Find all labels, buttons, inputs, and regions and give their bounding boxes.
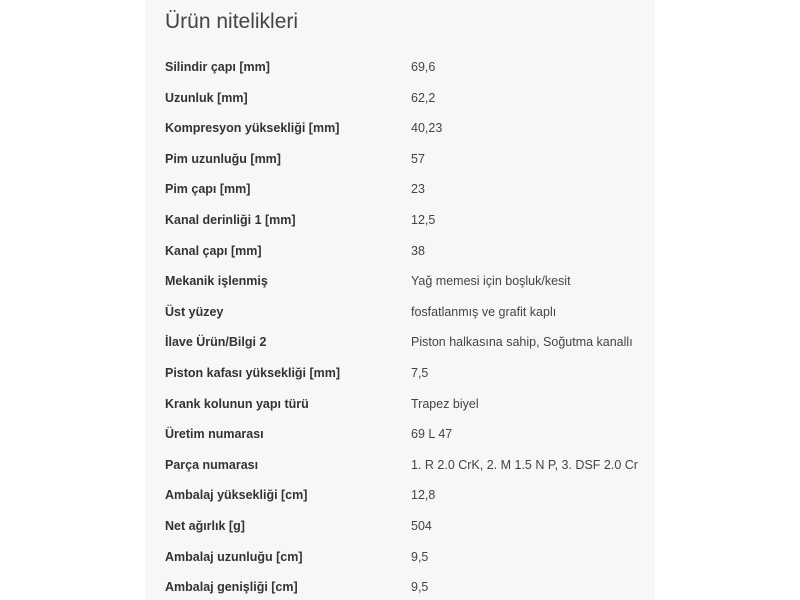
- attribute-row: [145, 419, 655, 450]
- attribute-row: [145, 52, 655, 83]
- attribute-row: [145, 113, 655, 144]
- attribute-name: Kanal çapı [mm]: [165, 243, 262, 258]
- attribute-value: Piston halkasına sahip, Soğutma kanallı: [411, 335, 633, 350]
- attribute-name: Uzunluk [mm]: [165, 90, 248, 105]
- attribute-name: Pim çapı [mm]: [165, 182, 251, 197]
- attribute-row: [145, 174, 655, 205]
- attribute-name: Ambalaj yüksekliği [cm]: [165, 488, 308, 503]
- attribute-row: [145, 297, 655, 328]
- attribute-value: 62,2: [411, 90, 436, 105]
- attribute-list: [145, 52, 655, 600]
- attribute-name: Pim uzunluğu [mm]: [165, 151, 281, 166]
- attribute-name: Silindir çapı [mm]: [165, 60, 270, 74]
- attribute-value: 57: [411, 151, 425, 166]
- attribute-name: Kanal derinliği 1 [mm]: [165, 212, 296, 227]
- product-attributes-panel: [145, 0, 655, 600]
- attribute-name: İlave Ürün/Bilgi 2: [165, 335, 267, 350]
- section-title: Ürün nitelikleri: [165, 10, 299, 33]
- attribute-value: 12,5: [411, 212, 436, 227]
- attribute-row: [145, 389, 655, 420]
- attribute-row: [145, 327, 655, 358]
- attribute-value: 9,5: [411, 580, 429, 595]
- attribute-value: Yağ memesi için boşluk/kesit: [411, 274, 571, 289]
- attribute-row: [145, 358, 655, 389]
- attribute-row: [145, 511, 655, 542]
- attribute-name: Ambalaj uzunluğu [cm]: [165, 549, 303, 564]
- attribute-row: [145, 480, 655, 511]
- attribute-row: [145, 542, 655, 573]
- attribute-value: 69 L 47: [411, 427, 453, 442]
- attribute-value: Trapez biyel: [411, 396, 479, 411]
- attribute-value: 40,23: [411, 121, 443, 136]
- attribute-name: Ambalaj genişliği [cm]: [165, 580, 298, 595]
- attribute-row: [145, 236, 655, 267]
- attribute-value: 504: [411, 518, 432, 533]
- attribute-name: Net ağırlık [g]: [165, 518, 245, 533]
- attribute-name: Piston kafası yüksekliği [mm]: [165, 365, 341, 380]
- attribute-row: [145, 144, 655, 175]
- attribute-row: [145, 205, 655, 236]
- attribute-name: Parça numarası: [165, 457, 259, 472]
- attribute-value: 69,6: [411, 60, 436, 74]
- attribute-name: Üretim numarası: [165, 427, 264, 442]
- attribute-value: fosfatlanmış ve grafit kaplı: [411, 304, 557, 319]
- attribute-name: Üst yüzey: [165, 304, 224, 319]
- attribute-name: Krank kolunun yapı türü: [165, 396, 309, 411]
- attribute-row: [145, 572, 655, 600]
- attribute-row: [145, 450, 655, 481]
- attribute-value: 1. R 2.0 CrK, 2. M 1.5 N P, 3. DSF 2.0 Cr: [411, 457, 638, 472]
- attribute-value: 38: [411, 243, 425, 258]
- attribute-row: [145, 83, 655, 114]
- attribute-row: [145, 266, 655, 297]
- attribute-value: 9,5: [411, 549, 429, 564]
- attribute-name: Mekanik işlenmiş: [165, 274, 268, 289]
- attribute-value: 23: [411, 182, 425, 197]
- attribute-value: 12,8: [411, 488, 436, 503]
- attribute-value: 7,5: [411, 365, 429, 380]
- attribute-name: Kompresyon yüksekliği [mm]: [165, 121, 340, 136]
